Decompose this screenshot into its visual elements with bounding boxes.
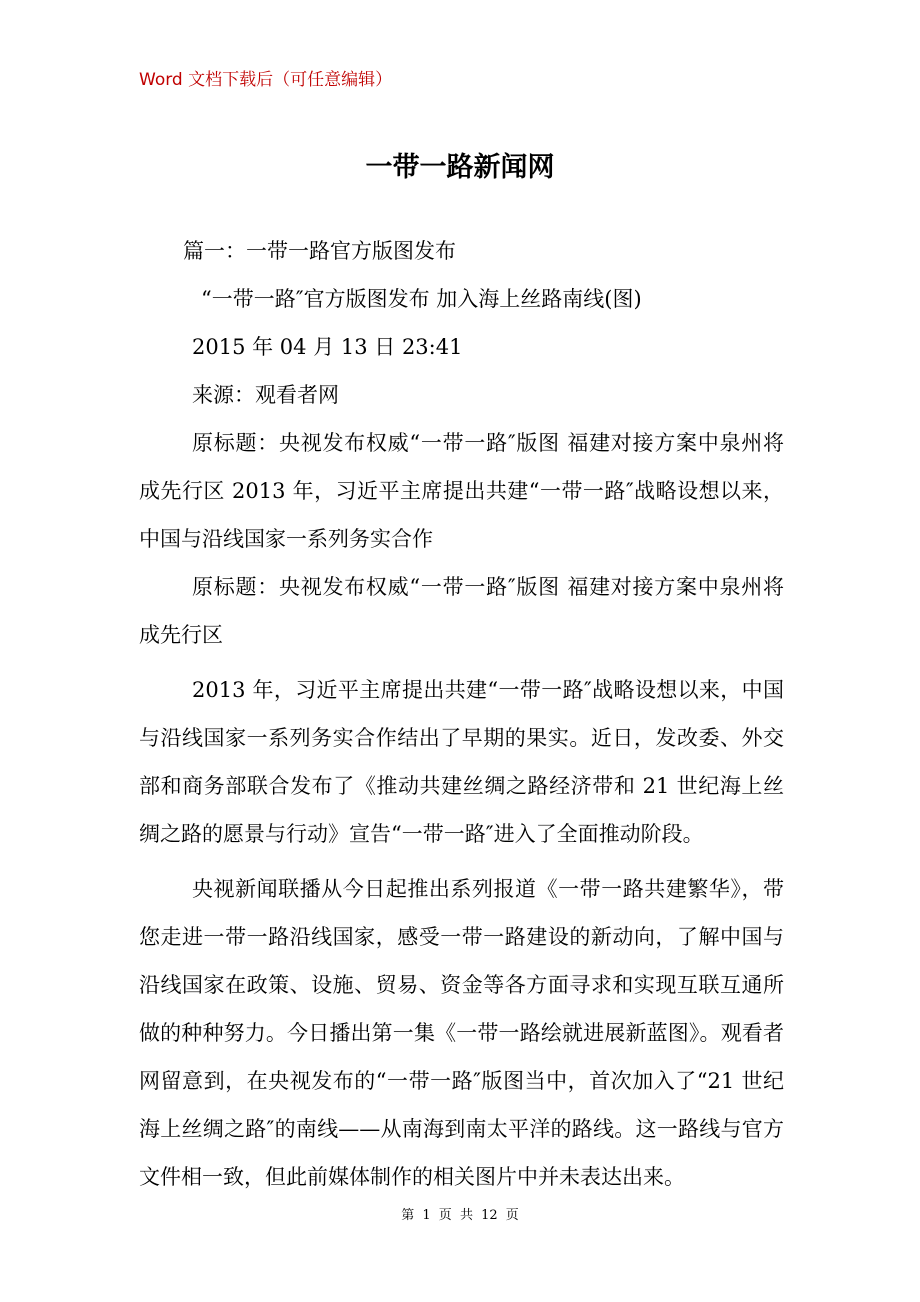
page-footer <box>0 1207 920 1225</box>
article-source: 来源：观看者网 <box>192 383 339 407</box>
section-heading: 篇一：一带一路官方版图发布 <box>183 239 456 263</box>
paragraph: 2013 年，习近平主席提出共建“一带一路″战略设想以来，中国与沿线国家一系列务实合作结出了早期的果实。近日，发改委、外交部和商务部联合发布了《推动共建丝绸之路经济带和 21 世纪海上丝绸之路的愿景与行动》宣告“一带一路″进入了全面推动阶段。 <box>139 678 784 846</box>
article-headline: “一带一路″官方版图发布 加入海上丝路南线(图) <box>201 287 642 311</box>
document-body <box>139 227 784 1201</box>
page-title: 一带一路新闻网 <box>365 152 555 183</box>
footer-total-word: 共 <box>459 1208 473 1223</box>
footer-suffix: 页 <box>505 1208 519 1223</box>
paragraph: 原标题：央视发布权威“一带一路″版图 福建对接方案中泉州将成先行区 <box>139 575 784 647</box>
footer-page-word: 页 <box>438 1208 452 1223</box>
footer-prefix: 第 <box>401 1208 415 1223</box>
paragraph: 央视新闻联播从今日起推出系列报道《一带一路共建繁华》，带您走进一带一路沿线国家，感受一带一路建设的新动向，了解中国与沿线国家在政策、设施、贸易、资金等各方面寻求和实现互联互通所做的种种努力。今日播出第一集《一带一路绘就进展新蓝图》。观看者网留意到，在央视发布的“一带一路″版图当中，首次加入了“21 世纪海上丝绸之路″的南线——从南海到南太平洋的路线。这一路线与官方文件相一致，但此前媒体制作的相关图片中并未表达出来。 <box>139 877 784 1189</box>
footer-total-pages: 12 <box>481 1208 498 1223</box>
footer-current-page: 1 <box>422 1208 431 1223</box>
paragraph: 原标题：央视发布权威“一带一路″版图 福建对接方案中泉州将成先行区 2013 年，习近平主席提出共建“一带一路″战略设想以来，中国与沿线国家一系列务实合作 <box>139 431 784 551</box>
article-date: 2015 年 04 月 13 日 23:41 <box>192 335 463 359</box>
download-note: Word 文档下载后（可任意编辑） <box>139 70 393 90</box>
